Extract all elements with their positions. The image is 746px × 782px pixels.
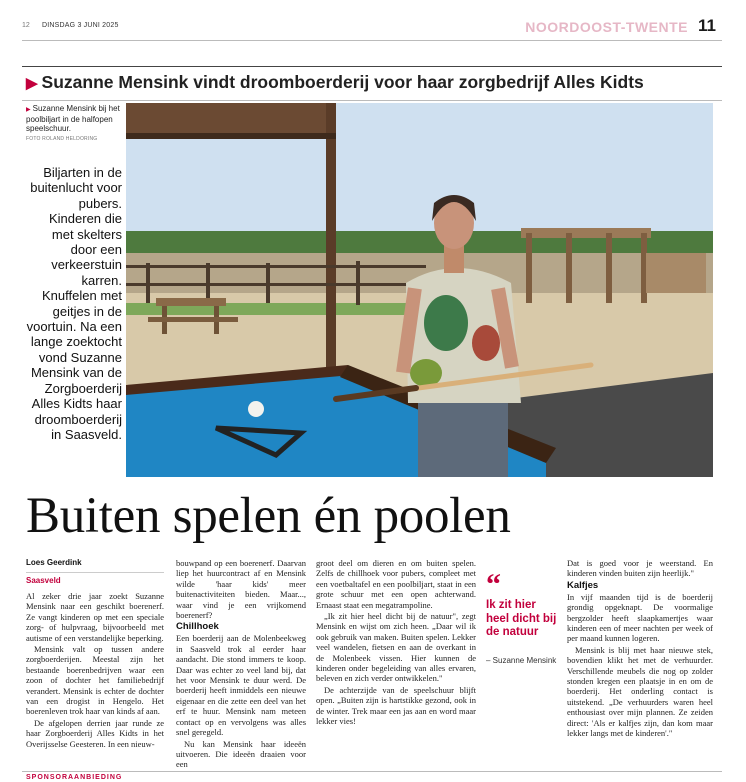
dateline: Saasveld [26,576,61,585]
kicker-text: Suzanne Mensink vindt droomboerderij voor haar zorgbedrijf Alles Kidts [41,72,644,92]
paragraph: groot deel om dieren en om buiten spelen. Zelfs de chillhoek voor pubers, compleet met een voetbaltafel en een poolbiljart, staat in een grote schuur met een open achterwand. Ernaast staat een megatrampoline. [316,558,476,610]
subheading-chillhoek: Chillhoek [176,621,219,633]
paragraph: Nu kan Mensink haar ideeën uitvoeren. Die ideeën draaien voor een [176,738,306,770]
paragraph: In vijf maanden tijd is de boerderij grondig opgeknapt. De voormalige bergzolder heeft slaapkamertjes waar kinderen een of meer nachten per week of per maand kunnen logeren. [567,591,713,644]
kicker-headline [26,72,644,93]
photo-caption [26,104,124,144]
paragraph: De achterzijde van de speelschuur blijft open. „Buiten zijn is hartstikke gezond, ook in de winter. Trek maar een jas aan en word maar lekker vies! [316,684,476,727]
paragraph: Al zeker drie jaar zoekt Suzanne Mensink naar een geschikt boerenerf. Ze vangt kinderen op met een speciale zorg- of hulpvraag, bijvoorbeeld met autisme of een verstandelijke beperking. [26,591,164,643]
article-photo [126,103,713,477]
footer-label: SPONSORAANBIEDING [26,774,123,781]
pull-quote-text: Ik zit hier heel dicht bij de natuur [486,599,557,638]
page-header [22,14,722,36]
paragraph: Een boerderij aan de Molenbeekweg in Saasveld trok al eerder haar aandacht. Die stond immers te koop. Daar was echter zo veel land bij, dat het voor Mensink te duur werd. De boerderij heeft inmiddels een nieuwe eigenaar en die zette een deel van het erf te huur. Mensink nam meteen contact op en vervolgens was alles snel geregeld. [176,633,306,738]
issue-date: DINSDAG 3 JUNI 2025 [42,22,119,29]
kicker-top-rule [22,66,722,67]
article-column-1 [26,558,164,750]
article-column-5 [567,558,713,740]
kicker-bottom-rule [22,100,722,101]
article-column-3 [316,558,476,728]
pull-quote-attribution: – Suzanne Mensink [486,655,557,665]
caption-text: Suzanne Mensink bij het poolbiljart in de halfopen speelschuur. [26,104,120,133]
paragraph: Dat is goed voor je weerstand. En kinderen vinden buiten zijn heerlijk." [567,558,713,579]
subheading-kalfjes: Kalfjes [567,579,599,591]
article-column-2 [176,558,306,771]
footer-rule [22,771,722,772]
page-number: 11 [698,16,716,35]
region-label: NOORDOOST-TWENTE [525,19,688,35]
intro-text: Biljarten in de buitenlucht voor pubers. Kinderen die met skelters door een verkeerstuin karren. Knuffelen met geitjes in de voortuin. Na een lange zoektocht vond Suzanne Mensink van de Zorgboerderij Alles Kidts haar droomboerderij in Saasveld. [26,165,122,442]
paragraph: Mensink valt op tussen andere zorgboerderijen. Meestal zijn het bestaande boerenbedrijven waar een zoon of dochter het familiebedrijf verandert. Mensink is echter de dochter van een drogist in Hengelo. Het boerenleven trok haar van kinds af aan. [26,644,164,717]
caption-arrow-icon: ▶ [26,107,31,113]
paragraph: bouwpand op een boerenerf. Daarvan liep het huurcontract af en Mensink wilde 'haar kids' meer buitenactiviteiten bieden. Maar..., waar vind je een vrijkomend boerenerf? [176,558,306,621]
kicker-arrow-icon: ▶ [26,75,38,92]
paragraph: De afgelopen derrien jaar runde ze haar Zorgboerderij Alles Kidts in het Overijsselse Geesteren. In een nieuw- [26,717,164,749]
header-rule [22,40,722,41]
page-number-left: 12 [22,22,30,29]
paragraph: Mensink is blij met haar nieuwe stek, bovendien klikt het met de verhuurder. Verschillende meubels die nog op zolder stonden kregen een plaatsje in en om de boerderij. Het onderling contact is uitstekend. „De verhuurders waren heel enthousiast over mijn plannen. Ze zeiden direct: 'Als er kalfjes zijn, dan kom maar lekker langs met de kinderen'." [567,644,713,739]
byline: Loes Geerdink [26,558,164,573]
photo-illustration [126,103,713,477]
quote-mark-icon: “ [486,568,501,601]
main-headline: Buiten spelen én poolen [26,488,511,544]
paragraph: „Ik zit hier heel dicht bij de natuur", zegt Mensink en wijst om zich heen. „Daar wil ik ook gebruik van maken. Buiten spelen. Lekker veel wandelen, fietsen en aan de overkant in de Molenbeek vissen. Hier kunnen de kinderen onder begeleiding van alles ervaren, beleven en zich verder ontwikkelen." [316,611,476,684]
photo-credit: FOTO ROLAND HELDORING [26,136,98,142]
pull-quote [486,568,558,666]
